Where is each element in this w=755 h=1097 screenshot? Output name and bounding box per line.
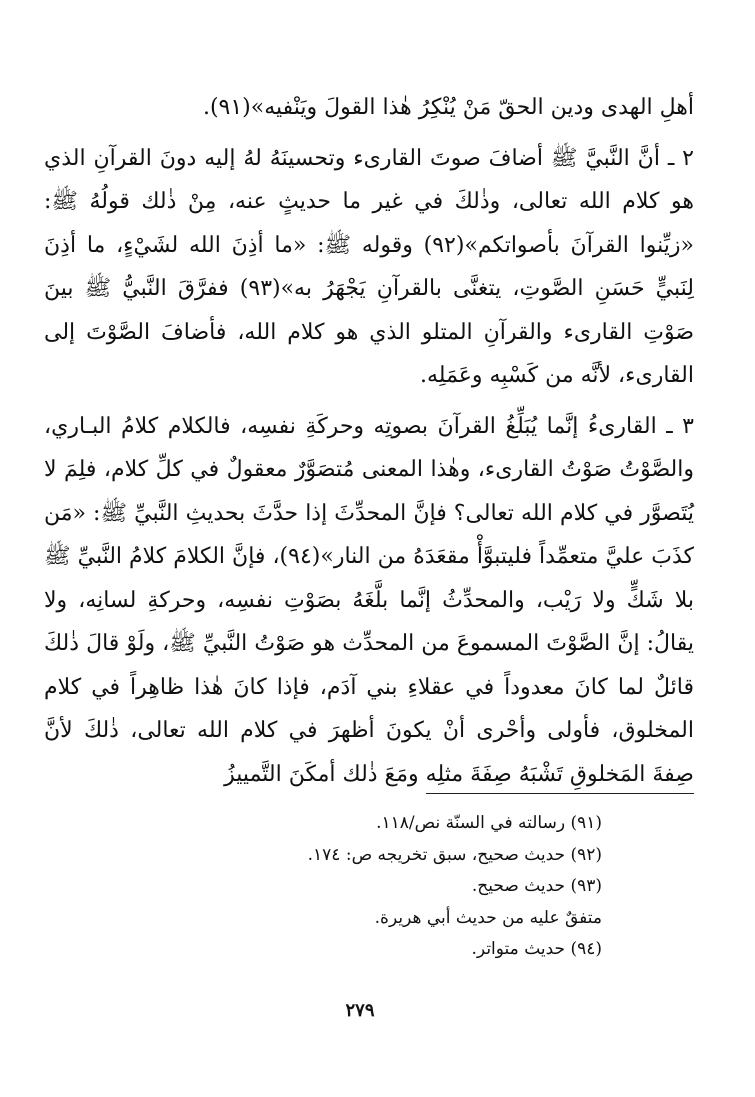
footnote-separator: [426, 793, 694, 794]
page-number: ٢٧٩: [345, 1000, 375, 1021]
footnote-94: (٩٤) حديث متواتر.: [471, 939, 602, 959]
footnote-92: (٩٢) حديث صحيح، سبق تخريجه ص: ١٧٤.: [307, 844, 602, 865]
main-text: [44, 86, 694, 796]
footnotes: [200, 808, 602, 966]
footnote-93: (٩٣) حديث صحيح.: [471, 876, 602, 896]
footnote-91: (٩١) رسالته في السنّة نص/١١٨.: [376, 813, 602, 833]
paragraph-point-3: ٣ ـ القارىءُ إنَّما يُبَلِّغُ القرآنَ بصوتِه وحركَةِ نفسِه، فالكلام كلامُ البـاري، والصَّوْتُ صَوْتُ القارىء، وهٰذا المعنى مُتصَوَّرٌ معقولٌ في كلِّ كلام، فلِمَ لا يُتَصوَّر في كلام الله تعالى؟ فإنَّ المحدِّثَ إذا حدَّثَ بحديثِ النَّبيِّ ﷺ: «مَن كذَبَ عليَّ متعمِّداً فليتبوَّأْ مقعَدَهُ من النار»(٩٤)، فإنَّ الكلامَ كلامُ النَّبيِّ ﷺ بلا شَكٍّ ولا رَيْب، والمحدِّثُ إنَّما بلَّغَهُ بصَوْتِ نفسِه، وحركةِ لسانِه، ولا يقالُ: إنَّ الصَّوْتَ المسموعَ من المحدِّث هو صَوْتُ النَّبيِّ ﷺ، ولَوْ قالَ ذٰلكَ قائلٌ لما كانَ معدوداً في عقلاءِ بني آدَم، فإذا كانَ هٰذا ظاهِراً في كلام المخلوق، فأولى وأحْرى أنْ يكونَ أظهرَ في كلام الله تعالى، ذٰلكَ لأنَّ صِفةَ المَخلوقِ تَشْبَهُ صِفَةَ مثلِه ومَعَ ذٰلك أمكَنَ التَّمييزُ: [44, 413, 694, 787]
paragraph-point-2: ٢ ـ أنَّ النَّبيَّ ﷺ أضافَ صوتَ القارىء وتحسينَهُ لهُ إليه دونَ القرآنِ الذي هو كلام الله تعالى، وذٰلكَ في غير ما حديثٍ عنه، مِنْ ذٰلك قولُهُ ﷺ: «زيِّنوا القرآنَ بأصواتكم»(٩٢) وقوله ﷺ: «ما أذِنَ الله لشَيْءٍ، ما أذِنَ لِنَبيٍّ حَسَنِ الصَّوتِ، يتغنَّى بالقرآنِ يَجْهَرُ به»(٩٣) ففرَّقَ النَّبيُّ ﷺ بينَ صَوْتِ القارىء والقرآنِ المتلو الذي هو كلام الله، فأضافَ الصَّوْتَ إلى القارىء، لأنَّه من كَسْبِه وعَمَلِه.: [44, 145, 694, 388]
footnote-93-note: متفقٌ عليه من حديث أبي هريرة.: [374, 907, 602, 928]
paragraph-continuation: أهلِ الهدى ودين الحقّ مَنْ يُنْكِرُ هٰذا القولَ ويَنْفيه»(٩١).: [202, 95, 694, 120]
